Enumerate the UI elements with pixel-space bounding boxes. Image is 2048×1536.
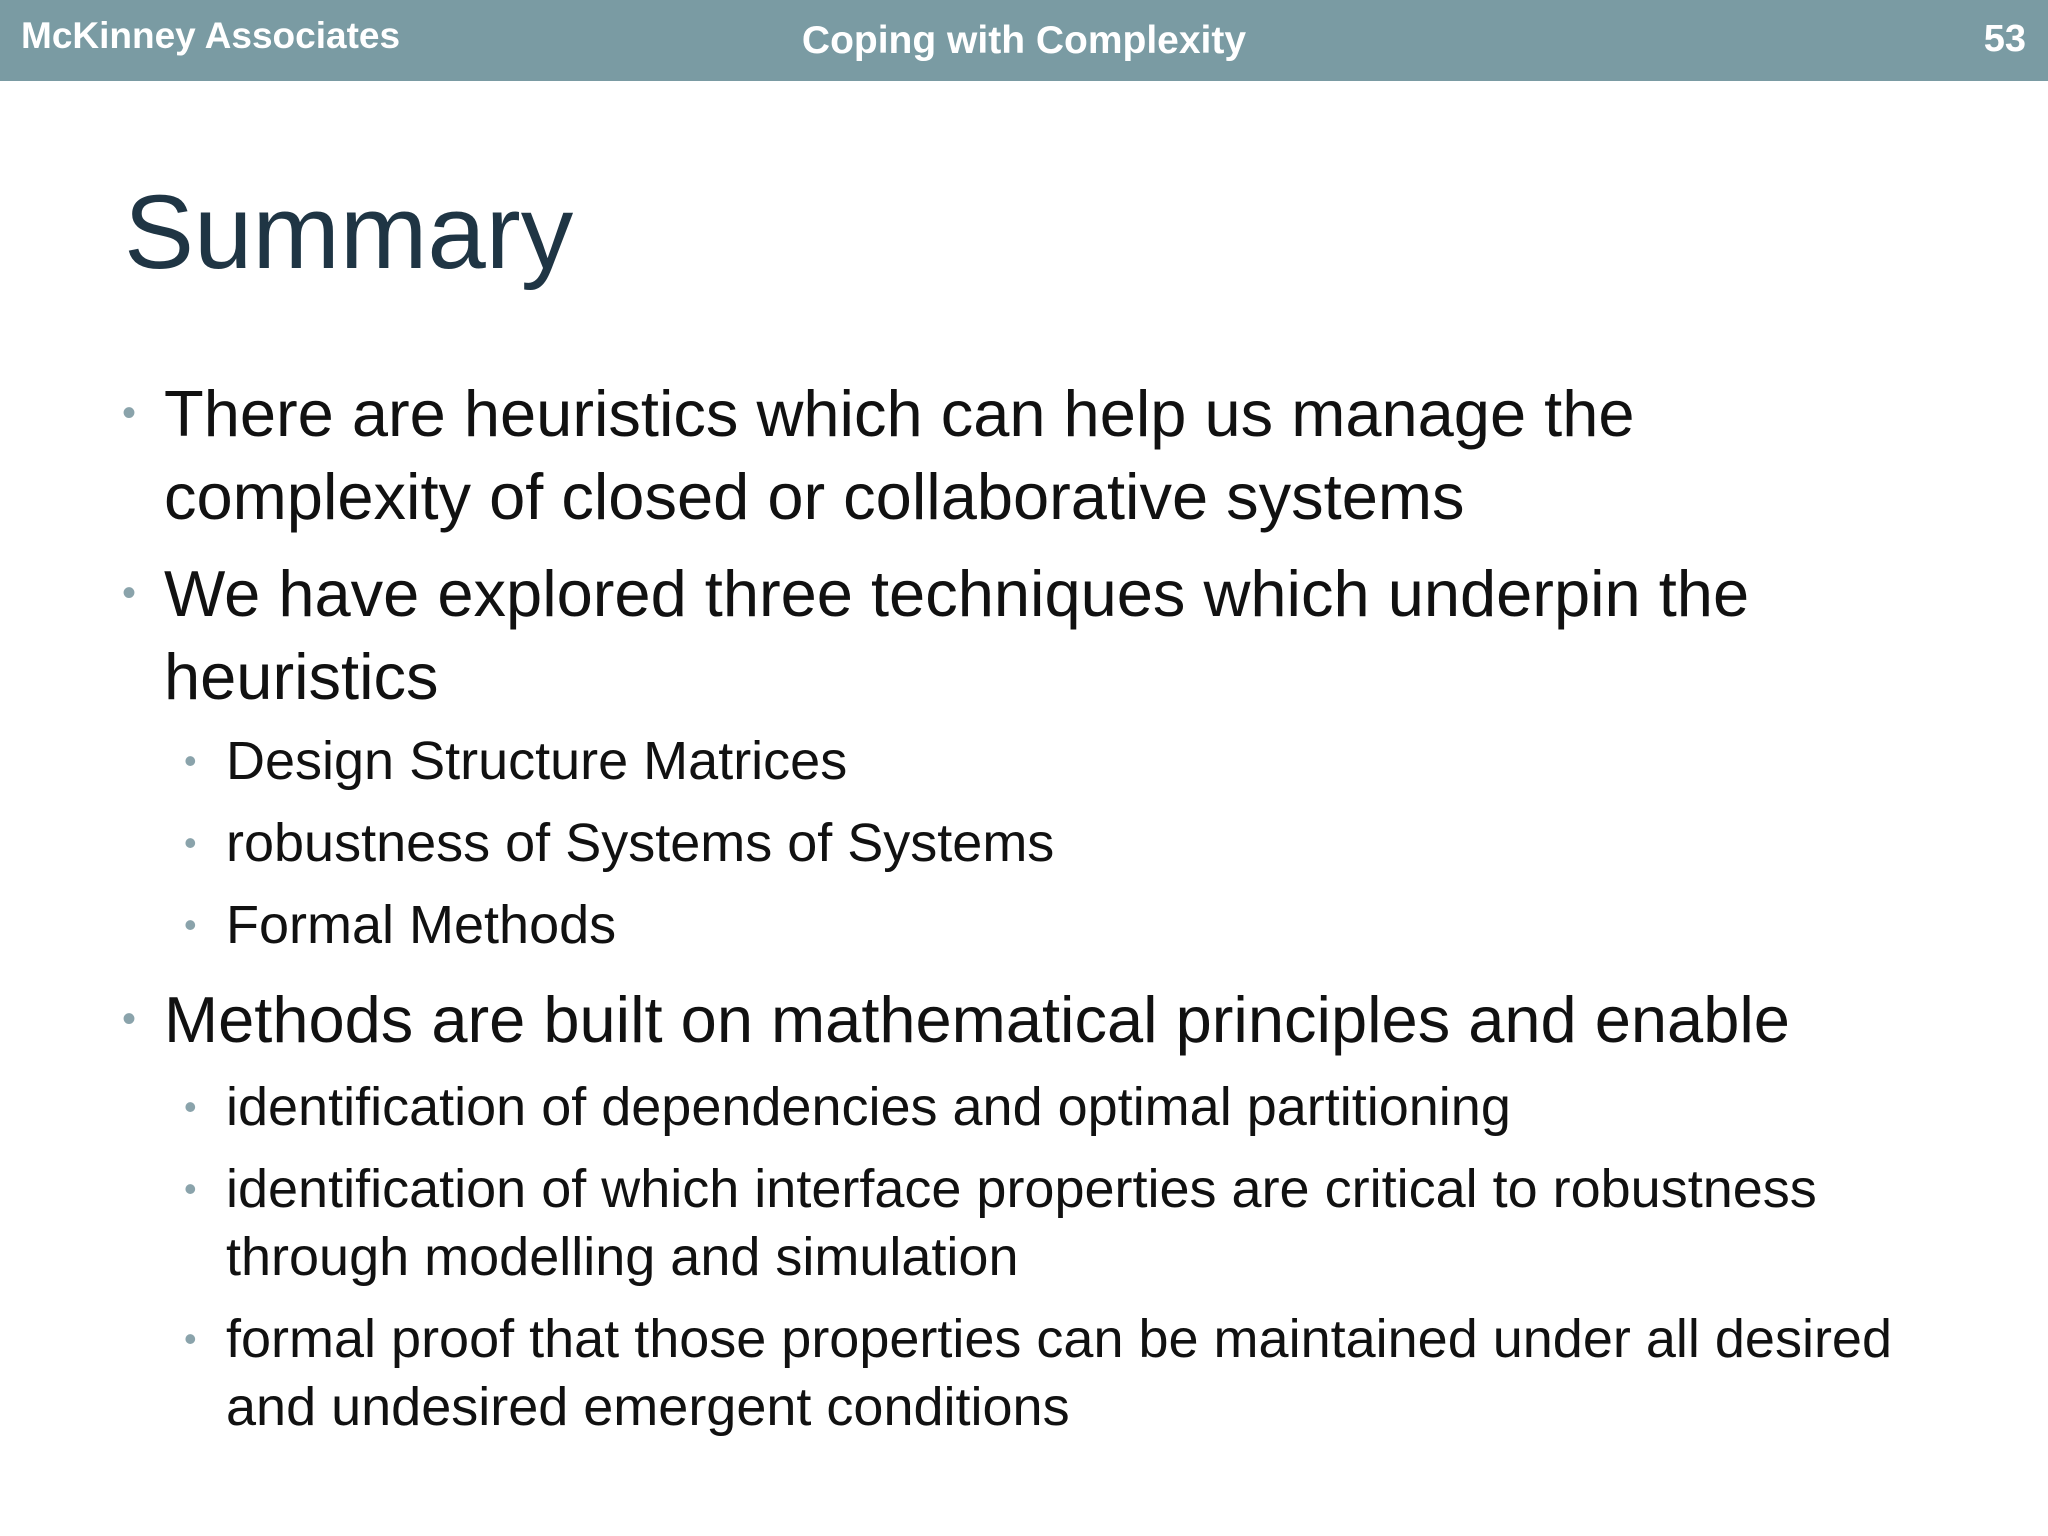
sub-bullet-formal-proof: [184, 1305, 1946, 1441]
bullet-text: There are heuristics which can help us manage the complexity of closed or collaborative systems: [164, 377, 1635, 533]
sub-bullet-text: formal proof that those properties can be maintained under all desired and undesired emergent conditions: [226, 1309, 1892, 1437]
sub-bullet-dependencies: [184, 1073, 1946, 1141]
organization-name: McKinney Associates: [21, 15, 401, 56]
sub-bullet-robustness: [184, 809, 1946, 877]
sub-bullet-design-structure-matrices: [184, 727, 1946, 795]
sub-bullet-text: Design Structure Matrices: [226, 731, 848, 791]
sub-bullet-formal-methods: [184, 891, 1946, 959]
bullet-methods: [122, 978, 1924, 1061]
sub-bullet-marker-icon: •: [184, 1086, 197, 1127]
bullet-techniques: [122, 552, 1924, 718]
bullet-marker-icon: •: [122, 571, 137, 615]
sub-bullet-interface-properties: [184, 1155, 1946, 1291]
slide-title: Summary: [124, 174, 574, 291]
sub-bullet-marker-icon: •: [184, 1168, 197, 1209]
slide-number: 53: [1983, 18, 2026, 60]
bullet-marker-icon: •: [122, 997, 137, 1041]
bullet-text: Methods are built on mathematical principles and enable: [164, 983, 1790, 1056]
sub-bullet-marker-icon: •: [184, 1318, 197, 1359]
sub-bullet-marker-icon: •: [184, 822, 197, 863]
sub-bullet-text: robustness of Systems of Systems: [226, 813, 1055, 873]
sub-bullet-text: identification of dependencies and optimal partitioning: [226, 1077, 1511, 1137]
bullet-text: We have explored three techniques which underpin the heuristics: [164, 557, 1750, 713]
sub-bullet-text: Formal Methods: [226, 895, 617, 955]
sub-bullet-marker-icon: •: [184, 904, 197, 945]
sub-bullet-marker-icon: •: [184, 740, 197, 781]
sub-bullet-text: identification of which interface properties are critical to robustness through modelling and simulation: [226, 1159, 1817, 1287]
bullet-heuristics: [122, 372, 1924, 538]
bullet-marker-icon: •: [122, 391, 137, 435]
presentation-title: Coping with Complexity: [801, 19, 1247, 62]
